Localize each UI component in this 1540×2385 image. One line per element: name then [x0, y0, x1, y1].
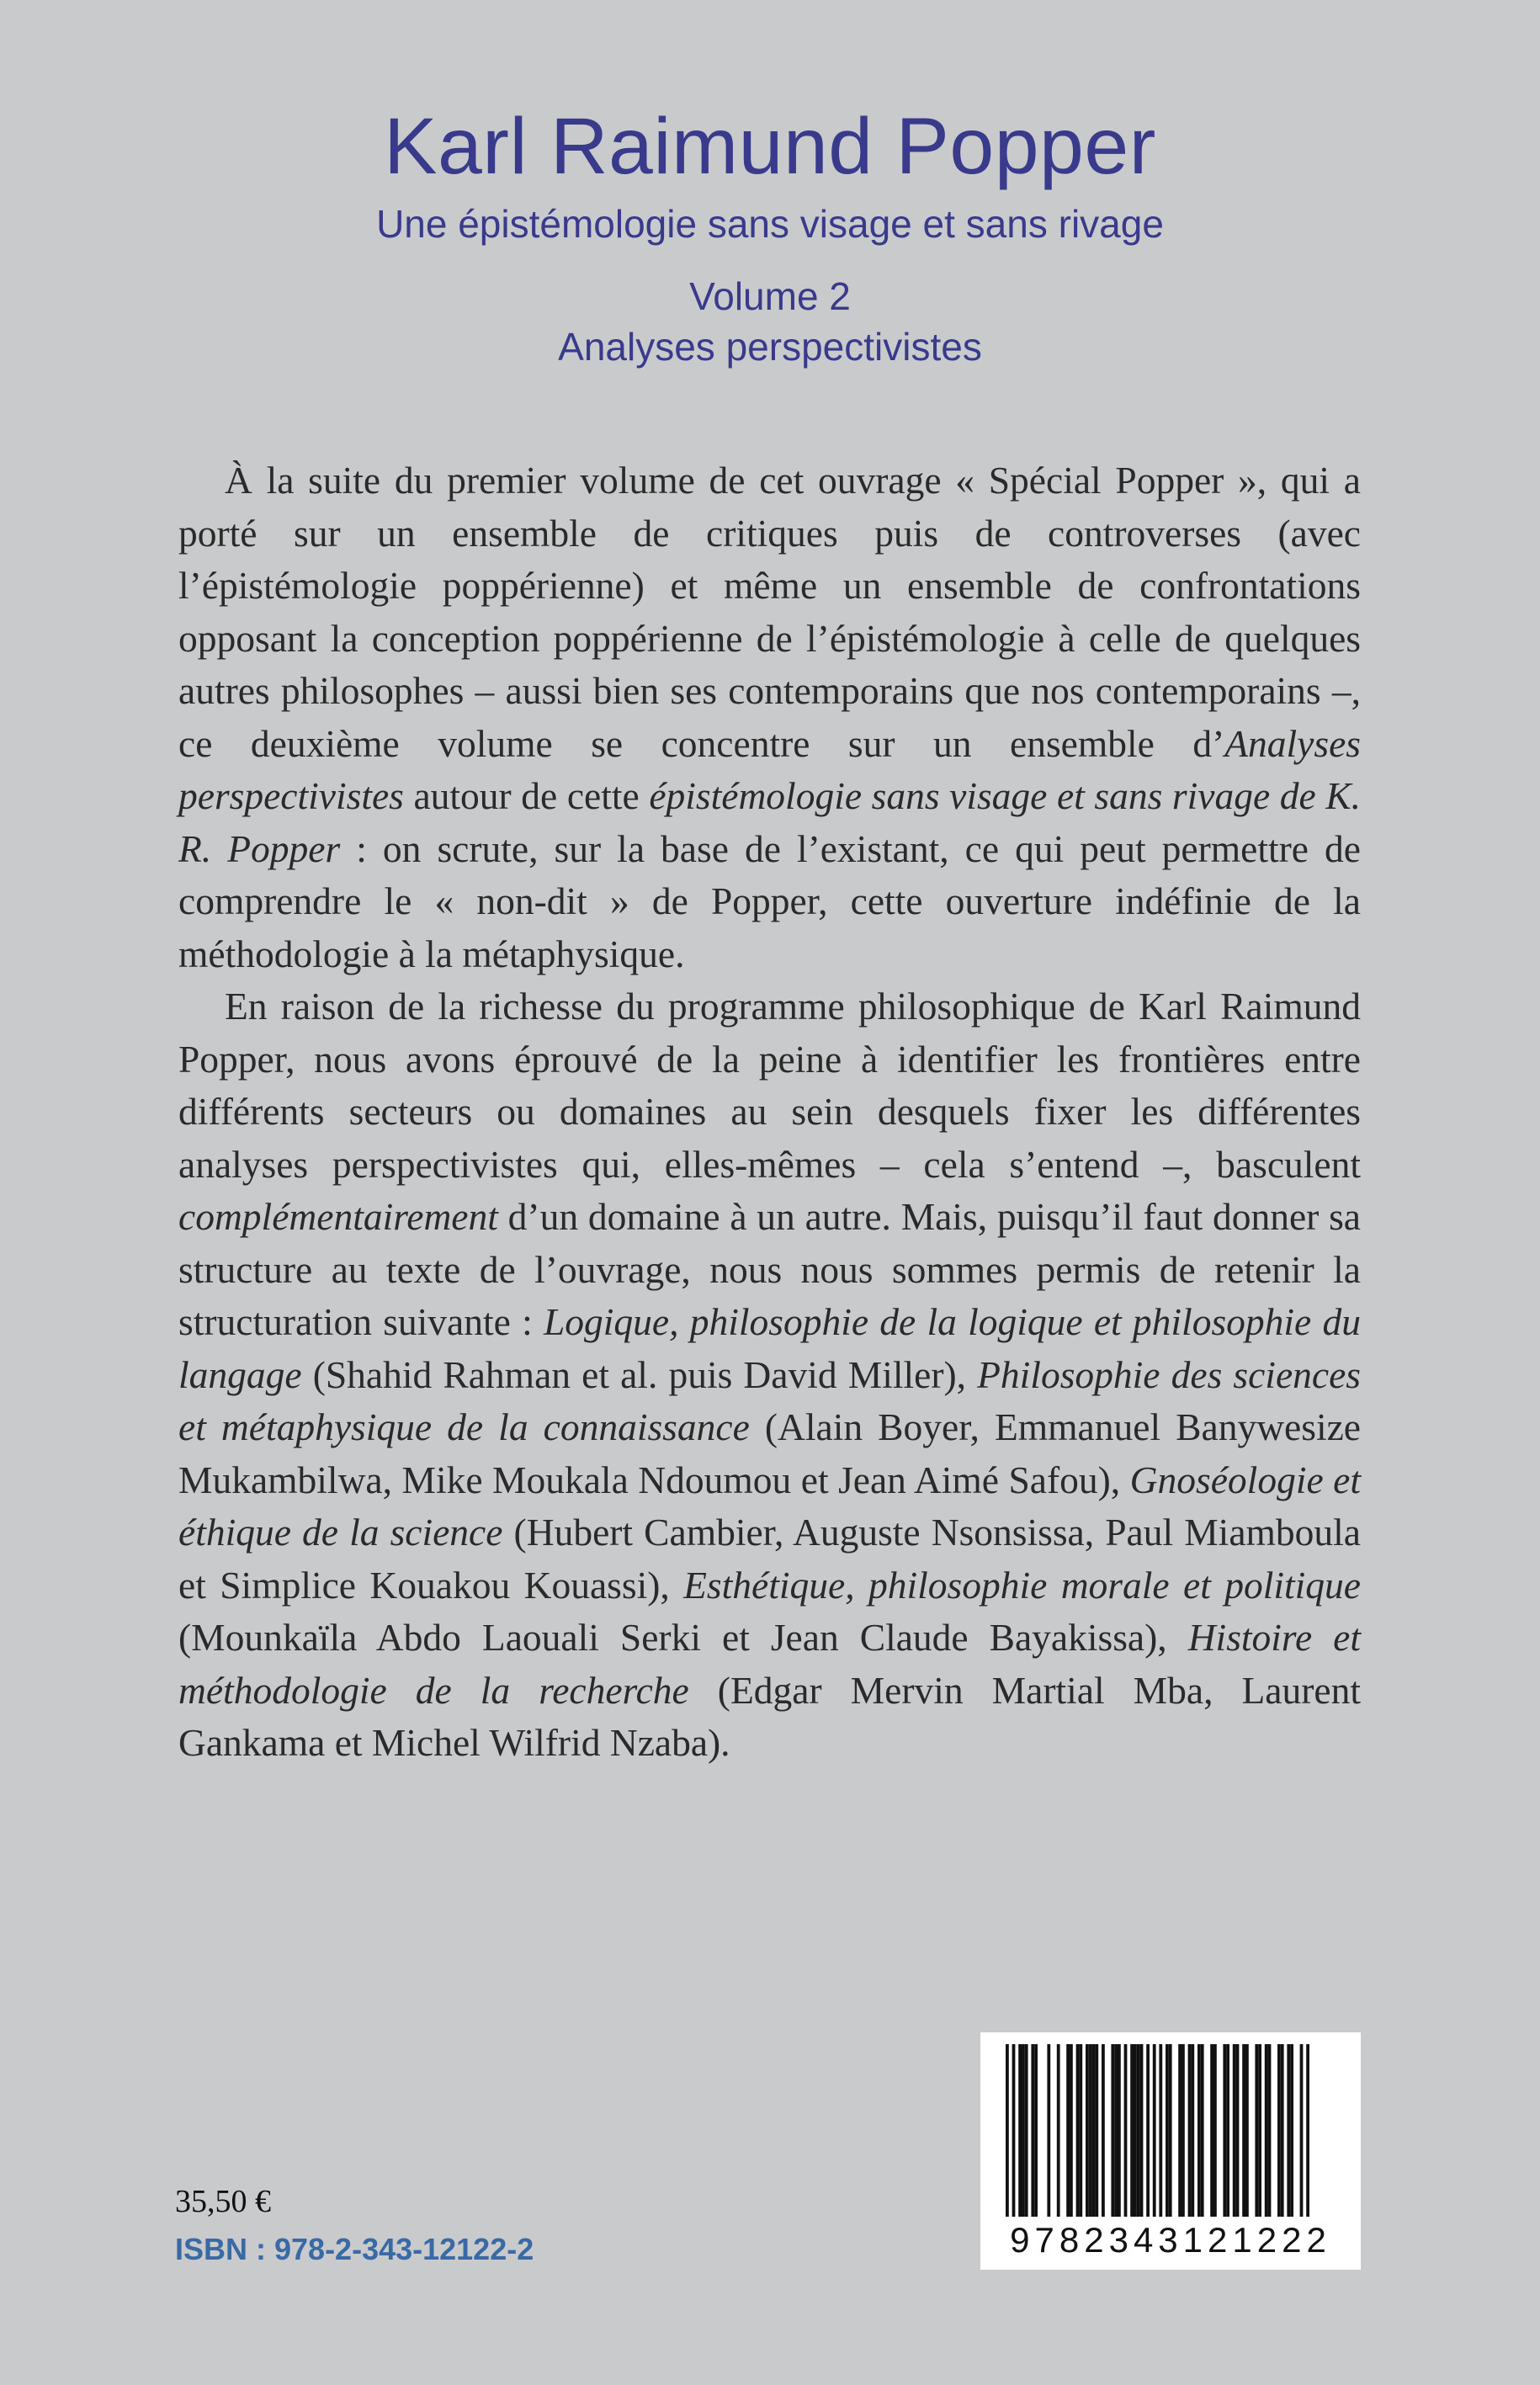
blurb-paragraph-1 [178, 454, 1361, 980]
barcode-bar [1290, 2044, 1293, 2217]
barcode-bar [1066, 2044, 1070, 2217]
italic-span: Analyses perspectivistes [178, 721, 1361, 817]
barcode-bar [1124, 2044, 1128, 2217]
barcode-bar [1213, 2044, 1217, 2217]
italic-span: complémentairement [178, 1195, 498, 1238]
barcode-bar [1018, 2044, 1022, 2217]
barcode-bar [1182, 2044, 1185, 2217]
barcode-bar [1047, 2044, 1050, 2217]
barcode-bar [1255, 2044, 1258, 2217]
italic-span: Philosophie des sciences et métaphysique de la connaissance [178, 1352, 1361, 1448]
barcode-bar [1178, 2044, 1182, 2217]
barcode [980, 2032, 1361, 2270]
barcode-bar [1031, 2044, 1034, 2217]
barcode-bar [1236, 2044, 1240, 2217]
book-subtitle: Une épistémologie sans visage et sans rivage [376, 202, 1164, 246]
barcode-bar [1102, 2044, 1105, 2217]
text-span: (Alain Boyer, Emmanuel Banywesize Mukambilwa, Mike Moukala Ndoumou et Jean Aimé Safou), [178, 1405, 1361, 1501]
italic-span: Esthétique, philosophie morale et politique [683, 1563, 1361, 1607]
barcode-bar [1281, 2044, 1284, 2217]
barcode-bar [1022, 2044, 1025, 2217]
barcode-bar [1242, 2044, 1245, 2217]
barcode-bar [1012, 2044, 1016, 2217]
barcode-bar [1226, 2044, 1229, 2217]
barcode-bar [1258, 2044, 1261, 2217]
text-span: (Hubert Cambier, Auguste Nsonsissa, Paul Miamboula et Simplice Kouakou Kouassi), [178, 1511, 1361, 1607]
barcode-bar [1034, 2044, 1038, 2217]
barcode-bar [1025, 2044, 1028, 2217]
cover-header [0, 99, 1540, 370]
barcode-bar [1111, 2044, 1114, 2217]
text-span: (Shahid Rahman et al. puis David Miller), [301, 1352, 978, 1396]
text-span: (Mounkaïla Abdo Laouali Serki et Jean Claude Bayakissa), [178, 1616, 1188, 1659]
italic-span: Gnoséologie et éthique de la science [178, 1458, 1361, 1554]
isbn-label: ISBN : 978-2-343-12122-2 [175, 2232, 534, 2266]
barcode-bar [1188, 2044, 1192, 2217]
barcode-bar [1265, 2044, 1268, 2217]
barcode-bar [1201, 2044, 1204, 2217]
barcode-bar [1118, 2044, 1121, 2217]
italic-span: épistémologie sans visage et sans rivage de K. R. Popper [178, 774, 1361, 870]
barcode-bar [1277, 2044, 1281, 2217]
barcode-bar [1306, 2044, 1309, 2217]
barcode-bar [1089, 2044, 1092, 2217]
text-span: En raison de la richesse du programme philosophique de Karl Raimund Popper, nous avons éprouvé de la peine à identifier les frontières entre différents secteurs ou domaines au sein desquels fixer les différentes analyses perspectivistes qui, elles-mêmes – cela s’entend –, basculent [178, 985, 1361, 1186]
barcode-bar [1070, 2044, 1073, 2217]
barcode-bar [1130, 2044, 1134, 2217]
barcode-bar [1095, 2044, 1098, 2217]
text-span: d’un domaine à un autre. Mais, puisqu’il faut donner sa structure au texte de l’ouvrage, nous nous sommes permis de retenir la structuration suivante : [178, 1195, 1361, 1343]
barcode-bar [1092, 2044, 1096, 2217]
barcode-bar [1245, 2044, 1249, 2217]
barcode-bar [1210, 2044, 1213, 2217]
barcode-bar [1268, 2044, 1272, 2217]
barcode-bar [1233, 2044, 1236, 2217]
text-span: (Edgar Mervin Martial Mba, Laurent Gankama et Michel Wilfrid Nzaba). [178, 1668, 1361, 1764]
blurb-paragraph-2 [178, 980, 1361, 1770]
barcode-bar [1137, 2044, 1140, 2217]
barcode-bar [1114, 2044, 1118, 2217]
volume-subtitle: Analyses perspectivistes [558, 325, 982, 369]
text-span: autour de cette [403, 774, 650, 817]
book-title: Karl Raimund Popper [384, 102, 1156, 191]
italic-span: Histoire et méthodologie de la recherche [178, 1616, 1362, 1712]
barcode-bar [1287, 2044, 1290, 2217]
text-span: À la suite du premier volume de cet ouvrage « Spécial Popper », qui a porté sur un ensemble de critiques puis de controverses (avec l’épistémologie poppérienne) et même un ensemble de confrontations opposant la conception poppérienne de l’épistémologie à celle de quelques autres philosophes – aussi bien ses contemporains que nos contemporains –, ce deuxième volume se concentre sur un ensemble d’ [178, 459, 1361, 765]
barcode-bar [1079, 2044, 1082, 2217]
price-label: 35,50 € [175, 2184, 271, 2219]
barcode-bar [1146, 2044, 1150, 2217]
text-span: : on scrute, sur la base de l’existant, ce qui peut permettre de comprendre le « non-dit » de Popper, cette ouverture indéfinie de la méthodologie à la métaphysique. [178, 826, 1361, 975]
barcode-bar [1153, 2044, 1156, 2217]
barcode-bar [1057, 2044, 1060, 2217]
barcode-bar [1169, 2044, 1172, 2217]
italic-span: Logique, philosophie de la logique et philosophie du langage [178, 1300, 1361, 1396]
back-cover-blurb [178, 454, 1361, 1770]
barcode-bar [1134, 2044, 1137, 2217]
barcode-bar [1191, 2044, 1194, 2217]
barcode-bar [1086, 2044, 1089, 2217]
barcode-bar [1076, 2044, 1080, 2217]
barcode-bar [1300, 2044, 1304, 2217]
barcode-number: 9782343121222 [1010, 2220, 1331, 2260]
barcode-bar [1140, 2044, 1144, 2217]
barcode-bar [1223, 2044, 1226, 2217]
barcode-bar [1159, 2044, 1162, 2217]
barcode-bar [1197, 2044, 1201, 2217]
volume-number: Volume 2 [689, 274, 851, 318]
barcode-bar [1006, 2044, 1009, 2217]
barcode-bar [1166, 2044, 1169, 2217]
